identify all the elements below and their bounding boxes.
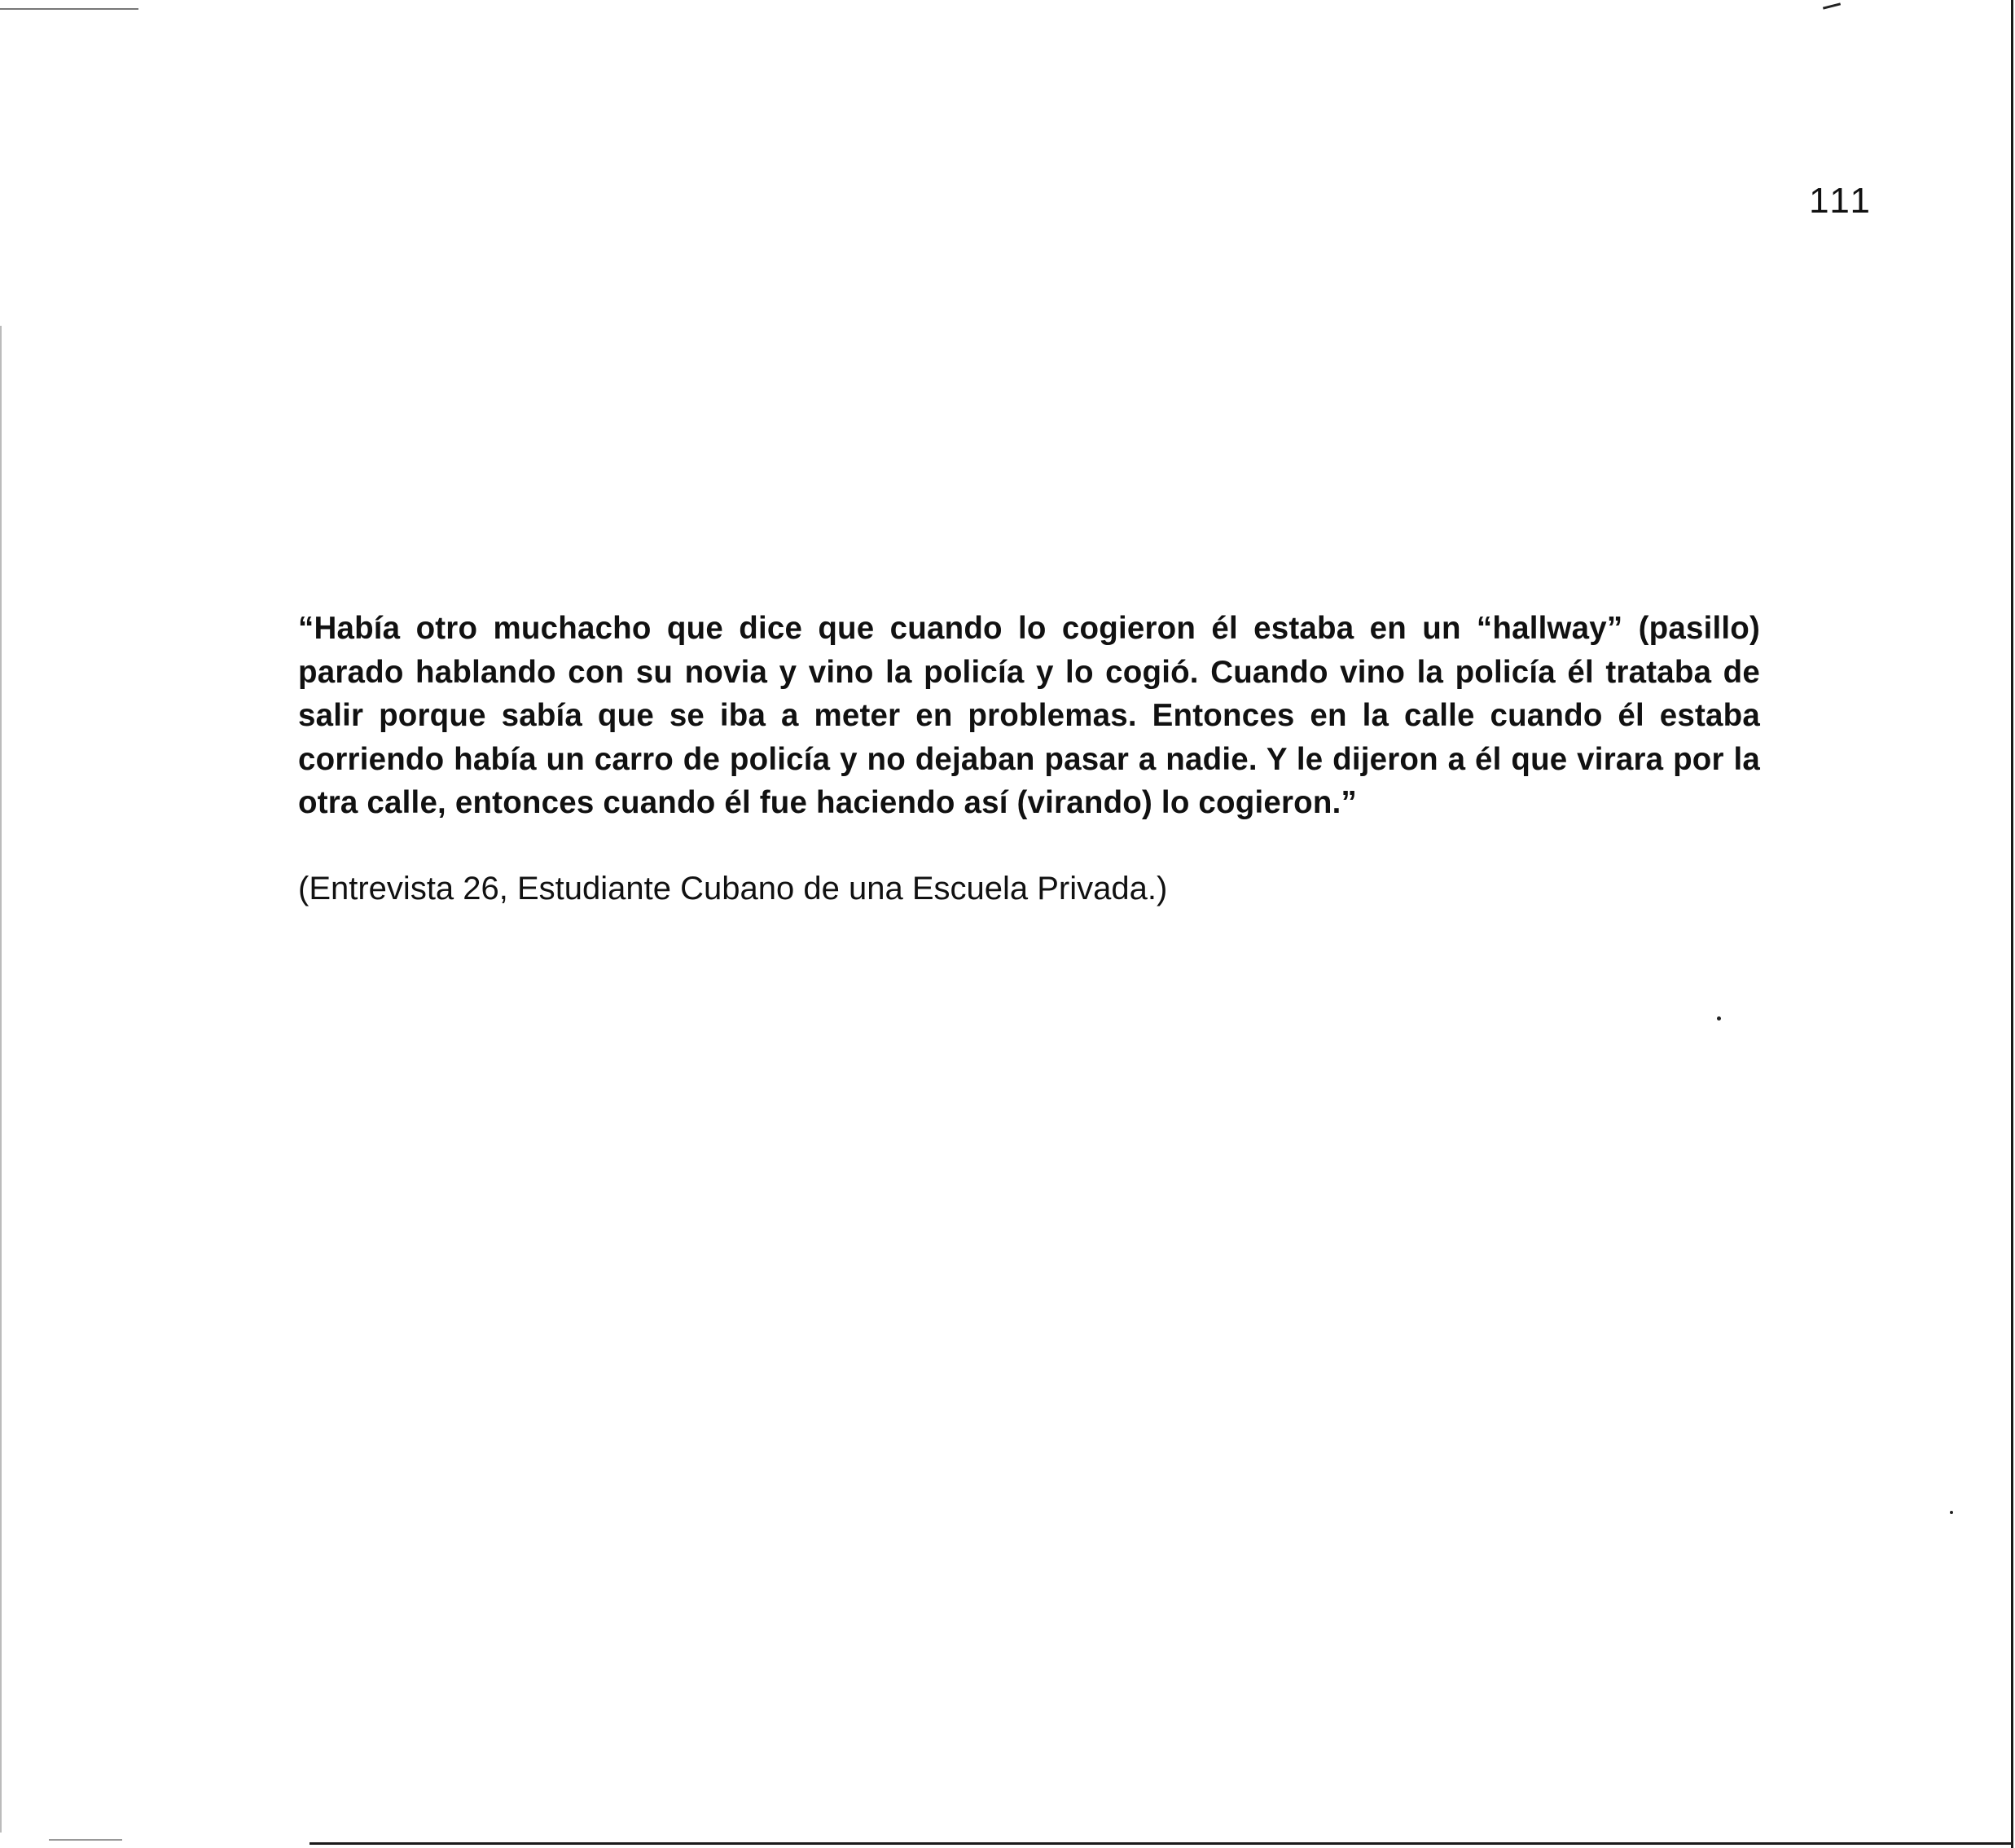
page-number: 111 xyxy=(1809,181,1873,221)
page-edge-right xyxy=(2011,0,2013,1848)
scan-speck xyxy=(49,1839,122,1841)
scan-speck xyxy=(0,8,138,10)
scan-speck xyxy=(1717,1016,1721,1021)
quote-citation: (Entrevista 26, Estudiante Cubano de una Escuela Privada.) xyxy=(298,871,1168,906)
scan-speck xyxy=(1823,2,1841,9)
page-edge-bottom xyxy=(309,1842,2013,1845)
scan-speck xyxy=(0,326,2,1833)
interview-quote: “Había otro muchacho que dice que cuando lo cogieron él estaba en un “hallway” (pasillo) parado hablando con su novia y vino la policía y lo cogió. Cuando vino la policía él trataba de salir porque sabía que se iba a meter en problemas. Entonces en la calle cuando él estaba corriendo había un carro de policía y no dejaban pasar a nadie. Y le dijeron a él que virara por la otra calle, entonces cuando él fue haciendo así (virando) lo cogieron.” xyxy=(298,611,1760,820)
scan-speck xyxy=(1950,1511,1953,1514)
